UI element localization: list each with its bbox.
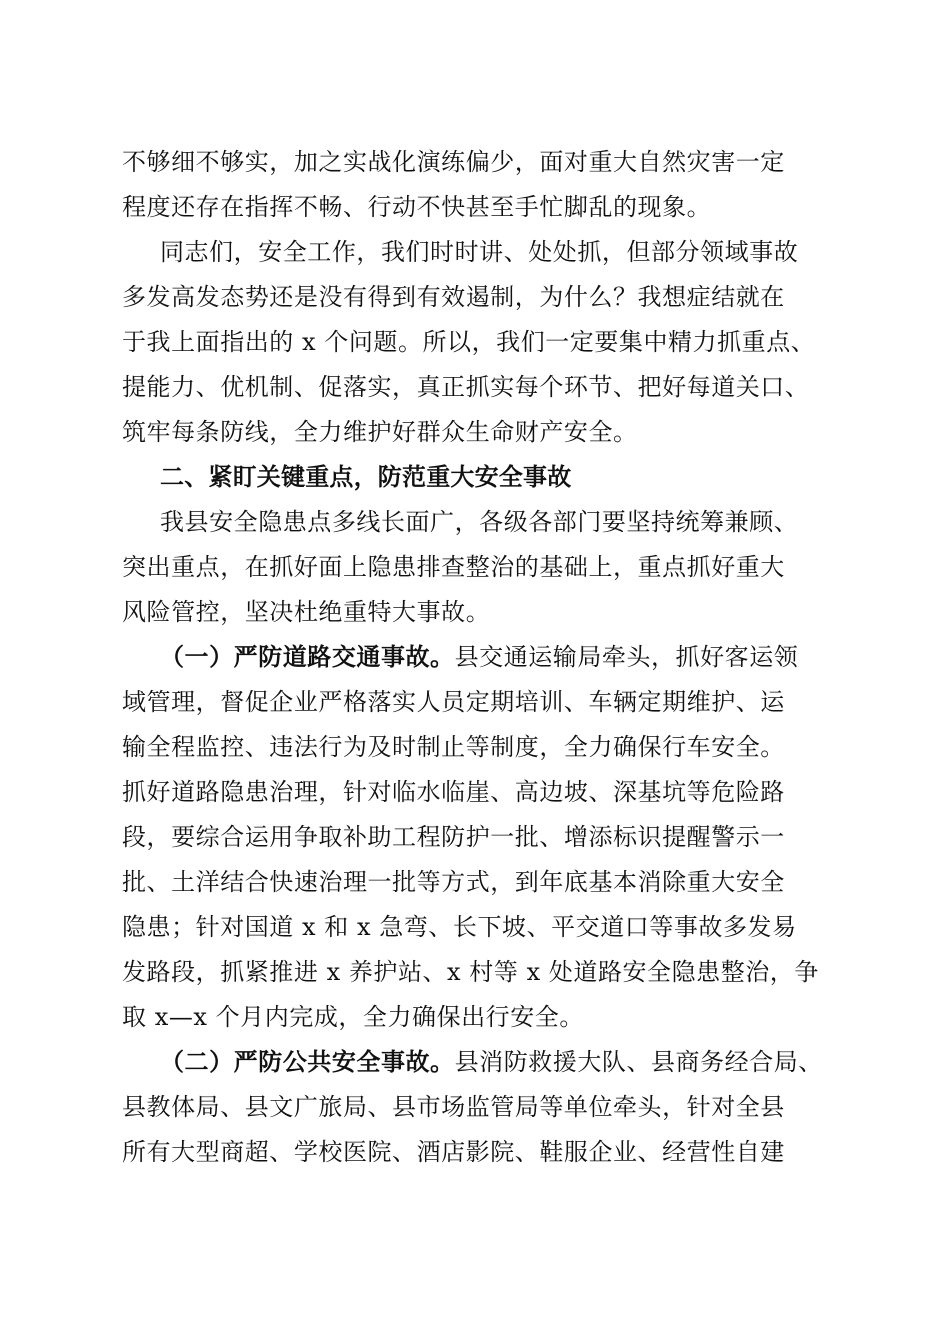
body-line: 所有大型商超、学校医院、酒店影院、鞋服企业、经营性自建	[122, 1138, 785, 1166]
body-line: 域管理，督促企业严格落实人员定期培训、车辆定期维护、运	[122, 688, 785, 716]
body-line: 提能力、优机制、促落实，真正抓实每个环节、把好每道关口、	[122, 373, 810, 401]
body-line: 输全程监控、违法行为及时制止等制度，全力确保行车安全。	[122, 733, 785, 761]
subsection-first-line	[160, 638, 880, 676]
body-line: 不够细不够实，加之实战化演练偏少，面对重大自然灾害一定	[122, 148, 785, 176]
body-line: 发路段，抓紧推进 x 养护站、x 村等 x 处道路安全隐患整治，争	[122, 958, 819, 986]
subsection-text: 县交通运输局牵头，抓好客运领	[454, 643, 799, 671]
body-line: 抓好道路隐患治理，针对临水临崖、高边坡、深基坑等危险路	[122, 778, 785, 806]
body-line: 程度还存在指挥不畅、行动不快甚至手忙脚乱的现象。	[122, 193, 712, 221]
subsection-text: 县消防救援大队、县商务经合局、	[454, 1048, 823, 1076]
paragraph-first-line: 我县安全隐患点多线长面广，各级各部门要坚持统筹兼顾、	[160, 508, 799, 536]
section-heading: 二、紧盯关键重点，防范重大安全事故	[160, 463, 572, 491]
body-line: 段，要综合运用争取补助工程防护一批、增添标识提醒警示一	[122, 823, 785, 851]
paragraph-first-line: 同志们，安全工作，我们时时讲、处处抓，但部分领域事故	[160, 238, 799, 266]
body-line: 隐患；针对国道 x 和 x 急弯、长下坡、平交道口等事故多发易	[122, 913, 797, 941]
subsection-heading: （二）严防公共安全事故。	[160, 1047, 455, 1076]
body-line: 筑牢每条防线，全力维护好群众生命财产安全。	[122, 418, 638, 446]
body-line: 取 x—x 个月内完成，全力确保出行安全。	[122, 1003, 584, 1031]
body-line: 风险管控，坚决杜绝重特大事故。	[122, 598, 491, 626]
body-line: 于我上面指出的 x 个问题。所以，我们一定要集中精力抓重点、	[122, 328, 816, 356]
subsection-first-line	[160, 1043, 880, 1081]
body-line: 多发高发态势还是没有得到有效遏制，为什么？我想症结就在	[122, 283, 785, 311]
subsection-heading: （一）严防道路交通事故。	[160, 642, 455, 671]
body-line: 县教体局、县文广旅局、县市场监管局等单位牵头，针对全县	[122, 1093, 785, 1121]
body-line: 批、土洋结合快速治理一批等方式，到年底基本消除重大安全	[122, 868, 785, 896]
body-line: 突出重点，在抓好面上隐患排查整治的基础上，重点抓好重大	[122, 553, 785, 581]
